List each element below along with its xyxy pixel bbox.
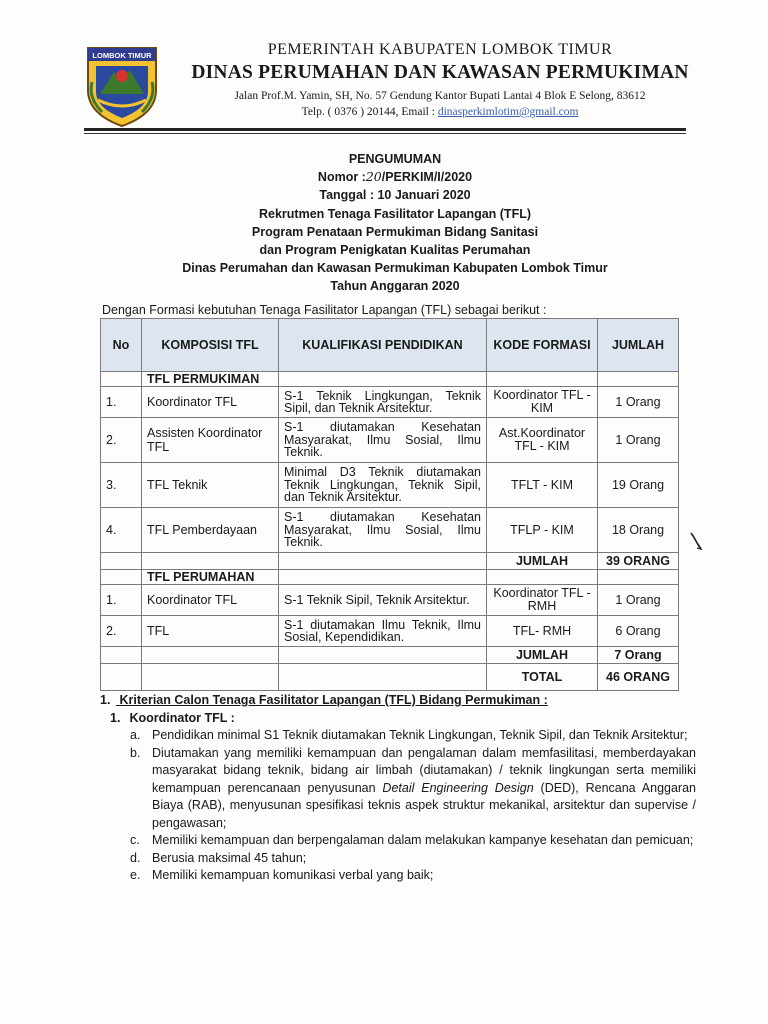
row-qualification: Minimal D3 Teknik diutamakan Teknik Lingkungan, Teknik Sipil, dan Teknik Arsitektur. xyxy=(279,463,487,508)
total-value: 46 ORANG xyxy=(598,664,679,691)
subtotal-row-permukiman xyxy=(101,553,679,570)
row-composition: Koordinator TFL xyxy=(142,387,279,418)
subtitle-text: Koordinator TFL : xyxy=(129,710,235,725)
row-amount: 1 Orang xyxy=(598,387,679,418)
letterhead xyxy=(0,0,768,140)
letterhead-text xyxy=(160,40,720,120)
agency-phone: Telp. ( 0376 ) 20144, Email : xyxy=(301,106,438,118)
intro-text: Dengan Formasi kebutuhan Tenaga Fasilitator Lapangan (TFL) sebagai berikut : xyxy=(102,303,547,317)
list-marker: b. xyxy=(130,745,141,760)
agency-email-link[interactable]: dinasperkimlotim@gmail.com xyxy=(437,106,579,118)
table-row xyxy=(101,387,679,418)
row-composition: Assisten Koordinator TFL xyxy=(142,418,279,463)
header-no: No xyxy=(101,319,142,372)
row-amount: 18 Orang xyxy=(598,508,679,553)
criteria-title-text: Kriterian Calon Tenaga Fasilitator Lapangan (TFL) Bidang Permukiman : xyxy=(119,693,548,707)
row-no: 2. xyxy=(101,418,142,463)
list-item-italic-text: Detail Engineering Design xyxy=(382,780,534,795)
row-formation-code: Ast.Koordinator TFL - KIM xyxy=(487,418,598,463)
announcement-program-2: dan Program Penigkatan Kualitas Perumahan xyxy=(259,243,531,258)
list-item xyxy=(100,867,696,885)
criteria-section xyxy=(100,692,696,885)
section-row-permukiman xyxy=(101,372,679,387)
logo-text: LOMBOK TIMUR xyxy=(92,51,152,60)
announcement-title: PENGUMUMAN xyxy=(348,152,442,166)
table-row xyxy=(101,463,679,508)
subtotal-value: 39 ORANG xyxy=(598,553,679,570)
section-row-perumahan xyxy=(101,570,679,585)
row-no: 2. xyxy=(101,616,142,647)
list-item-text-continued: (DED), Rencana Anggaran Biaya (RAB), menyusunan spesifikasi teknis aspek struktur mekanikal, arsitektur dan supervise / pengawasan; xyxy=(152,780,696,830)
row-composition: TFL Teknik xyxy=(142,463,279,508)
row-qualification: S-1 diutamakan Kesehatan Masyarakat, Ilmu Sosial, Ilmu Teknik. xyxy=(279,508,487,553)
subtotal-label: JUMLAH xyxy=(487,553,598,570)
table-row xyxy=(101,616,679,647)
header-qualification: KUALIFIKASI PENDIDIKAN xyxy=(279,319,487,372)
pen-mark-icon xyxy=(689,531,703,551)
list-item-text: Pendidikan minimal S1 Teknik diutamakan Teknik Lingkungan, Teknik Sipil, dan Teknik Arsitektur; xyxy=(152,728,688,742)
list-marker: e. xyxy=(130,868,141,882)
row-amount: 1 Orang xyxy=(598,418,679,463)
row-qualification: S-1 Teknik Sipil, Teknik Arsitektur. xyxy=(279,585,487,616)
row-amount: 1 Orang xyxy=(598,585,679,616)
table-row xyxy=(101,508,679,553)
table-row xyxy=(101,418,679,463)
letterhead-divider-thick xyxy=(84,128,686,131)
letterhead-divider-thin xyxy=(84,133,686,134)
row-qualification: S-1 Teknik Lingkungan, Teknik Sipil, dan Teknik Arsitektur. xyxy=(279,387,487,418)
criteria-list xyxy=(100,727,696,885)
announcement-fiscal-year: Tahun Anggaran 2020 xyxy=(330,279,460,294)
total-row xyxy=(101,664,679,691)
list-item xyxy=(100,850,696,868)
row-composition: Koordinator TFL xyxy=(142,585,279,616)
row-formation-code: TFLP - KIM xyxy=(487,508,598,553)
table-row xyxy=(101,585,679,616)
row-no: 4. xyxy=(101,508,142,553)
row-composition: TFL xyxy=(142,616,279,647)
list-marker: d. xyxy=(130,850,141,865)
government-name: PEMERINTAH KABUPATEN LOMBOK TIMUR xyxy=(267,41,613,58)
formation-table xyxy=(100,318,679,691)
row-formation-code: Koordinator TFL - KIM xyxy=(487,387,598,418)
row-qualification: S-1 diutamakan Ilmu Teknik, Ilmu Sosial, Kependidikan. xyxy=(279,616,487,647)
row-no: 1. xyxy=(101,585,142,616)
criteria-subtitle xyxy=(110,710,696,728)
row-amount: 19 Orang xyxy=(598,463,679,508)
list-item xyxy=(100,727,696,745)
lombok-timur-emblem-icon xyxy=(84,42,160,128)
subtitle-number: 1. xyxy=(110,710,121,725)
header-composition: KOMPOSISI TFL xyxy=(142,319,279,372)
total-label: TOTAL xyxy=(487,664,598,691)
row-composition: TFL Pemberdayaan xyxy=(142,508,279,553)
announcement-agency: Dinas Perumahan dan Kawasan Permukiman Kabupaten Lombok Timur xyxy=(182,261,608,276)
list-item-text: Memiliki kemampuan dan berpengalaman dalam melakukan kampanye kesehatan dan pemicuan; xyxy=(152,833,694,847)
section-label: TFL PERUMAHAN xyxy=(142,570,279,585)
number-prefix: Nomor : xyxy=(317,170,366,185)
row-no: 3. xyxy=(101,463,142,508)
criteria-title xyxy=(100,692,696,710)
header-formation-code: KODE FORMASI xyxy=(487,319,598,372)
announcement-number xyxy=(100,168,690,186)
header-amount: JUMLAH xyxy=(598,319,679,372)
handwritten-number: 20 xyxy=(365,169,382,185)
agency-address: Jalan Prof.M. Yamin, SH, No. 57 Gendung Kantor Bupati Lantai 4 Blok E Selong, 83612 xyxy=(234,90,646,102)
agency-name: DINAS PERUMAHAN DAN KAWASAN PERMUKIMAN xyxy=(191,62,689,83)
announcement-date: Tanggal : 10 Januari 2020 xyxy=(319,188,471,203)
table-header-row xyxy=(101,319,679,372)
row-qualification: S-1 diutamakan Kesehatan Masyarakat, Ilmu Sosial, Ilmu Teknik. xyxy=(279,418,487,463)
agency-contact xyxy=(160,104,720,120)
announcement-heading xyxy=(100,150,690,296)
list-item xyxy=(100,745,696,833)
row-formation-code: Koordinator TFL - RMH xyxy=(487,585,598,616)
row-formation-code: TFL- RMH xyxy=(487,616,598,647)
row-amount: 6 Orang xyxy=(598,616,679,647)
number-suffix: /PERKIM/I/2020 xyxy=(381,170,473,185)
criteria-number: 1. xyxy=(100,693,111,707)
subtotal-label: JUMLAH xyxy=(487,647,598,664)
row-formation-code: TFLT - KIM xyxy=(487,463,598,508)
list-item-text: Memiliki kemampuan komunikasi verbal yang baik; xyxy=(152,868,434,882)
announcement-subject: Rekrutmen Tenaga Fasilitator Lapangan (TFL) xyxy=(258,206,532,221)
row-no: 1. xyxy=(101,387,142,418)
announcement-program-1: Program Penataan Permukiman Bidang Sanitasi xyxy=(251,224,539,239)
subtotal-value: 7 Orang xyxy=(598,647,679,664)
list-item-text: Diutamakan yang memiliki kemampuan dan pengalaman dalam memfasilitasi, memberdayakan masyarakat bidang teknik, bidang air limbah (diutamakan) / teknik lingkungan serta memiliki kemampuan perencanaan penyusunan xyxy=(152,745,696,795)
list-marker: c. xyxy=(130,833,140,847)
subtotal-row-perumahan xyxy=(101,647,679,664)
list-item-text: Berusia maksimal 45 tahun; xyxy=(152,850,307,865)
list-item xyxy=(100,832,696,850)
list-marker: a. xyxy=(130,728,141,742)
section-label: TFL PERMUKIMAN xyxy=(142,372,279,387)
